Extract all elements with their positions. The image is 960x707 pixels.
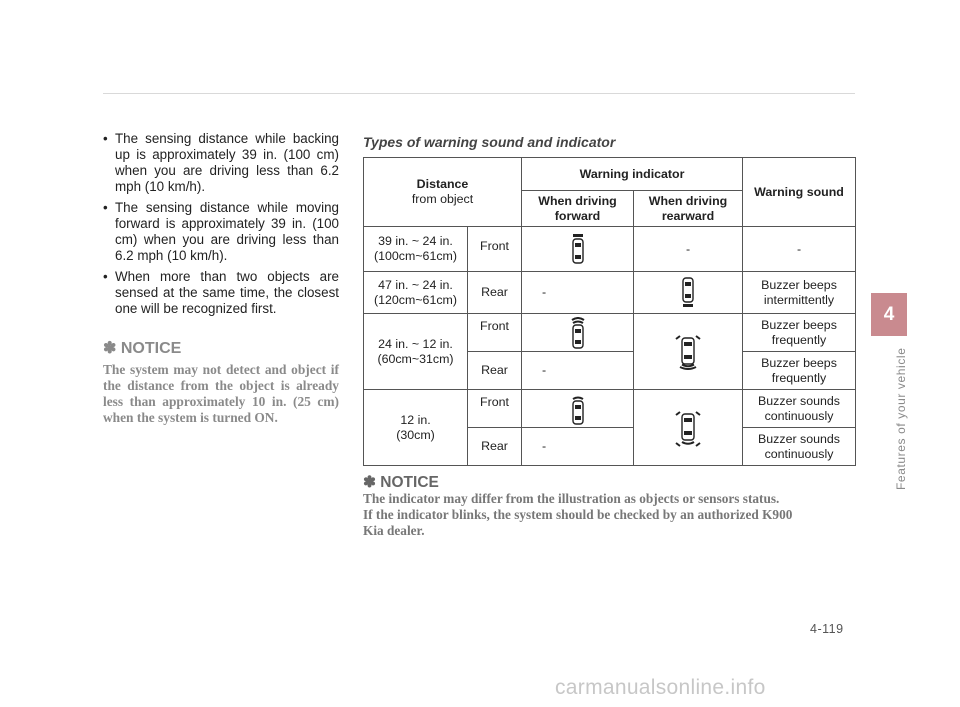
- header-rearward-line: When driving: [648, 193, 728, 208]
- warning-table: [363, 157, 856, 466]
- watermark: carmanualsonline.info: [555, 676, 766, 699]
- top-rule: [103, 93, 855, 94]
- notice-block: [363, 474, 857, 539]
- left-column: [103, 131, 339, 426]
- rearward-indicator-cell: -: [634, 227, 743, 272]
- sound-line: continuously: [764, 408, 834, 423]
- forward-indicator-cell: -: [522, 272, 634, 314]
- distance-line: 24 in. ~ 12 in.: [378, 336, 453, 351]
- distance-line: (60cm~31cm): [377, 351, 454, 366]
- bullet-item: • The sensing distance while backing up is approximately 39 in. (100 cm) when you are driving less than 6.2 mph (10 km/h).: [103, 131, 339, 195]
- header-forward-line: When driving: [538, 193, 617, 208]
- sound-cell: [743, 314, 856, 352]
- section-title: Types of warning sound and indicator: [363, 134, 616, 150]
- distance-line: 12 in.: [400, 412, 431, 427]
- distance-line: 39 in. ~ 24 in.: [378, 234, 453, 248]
- distance-line: (30cm): [396, 427, 435, 442]
- distance-cell: [364, 272, 468, 314]
- distance-line: 47 in. ~ 24 in.: [378, 277, 453, 292]
- table-row: [364, 314, 856, 352]
- rearward-indicator-cell: [634, 272, 743, 314]
- sound-line: Buzzer sounds: [758, 393, 840, 408]
- sound-line: frequently: [771, 332, 827, 347]
- rearward-indicator-cell: [634, 314, 743, 390]
- header-forward: [522, 191, 634, 227]
- bullet-item: • When more than two objects are sensed at the same time, the closest one will be recognized first.: [103, 269, 339, 317]
- distance-cell: [364, 314, 468, 390]
- notice-heading: ✽ NOTICE: [103, 340, 182, 357]
- distance-cell: [364, 390, 468, 466]
- bullet-item: • The sensing distance while moving forward is approximately 39 in. (100 cm) when you are driving less than 6.2 mph (10 km/h).: [103, 200, 339, 264]
- car-rear-sensor-icon: [680, 277, 696, 309]
- direction-cell: Rear: [468, 272, 522, 314]
- header-rearward-line: rearward: [661, 208, 715, 223]
- chapter-title-text: Features of your vehicle: [894, 347, 908, 490]
- direction-cell: Front: [468, 390, 522, 428]
- direction-cell: Rear: [468, 428, 522, 466]
- header-distance-line: Distance: [416, 177, 469, 191]
- sound-cell: [743, 390, 856, 428]
- sound-cell: [743, 352, 856, 390]
- car-front-sensor-icon: [568, 317, 588, 349]
- page-number: 4-119: [810, 622, 844, 636]
- sound-line: frequently: [771, 370, 827, 385]
- direction-cell: Rear: [468, 352, 522, 390]
- sound-cell: -: [743, 227, 856, 272]
- chapter-tab: 4: [871, 293, 907, 336]
- car-front-sensor-icon: [570, 233, 586, 265]
- distance-line: (120cm~61cm): [374, 292, 457, 307]
- header-distance-line: from object: [411, 192, 474, 206]
- forward-indicator-cell: [522, 390, 634, 428]
- forward-indicator-cell: -: [522, 352, 634, 390]
- car-corner-sensor-icon: [673, 409, 703, 447]
- table-row: [364, 390, 856, 428]
- header-indicator: Warning indicator: [522, 158, 743, 191]
- bullet-list: [103, 131, 339, 317]
- sound-line: Buzzer sounds: [758, 431, 840, 446]
- distance-line: (100cm~61cm): [374, 249, 457, 263]
- chapter-title: [870, 340, 906, 500]
- direction-cell: Front: [468, 227, 522, 272]
- forward-indicator-cell: [522, 227, 634, 272]
- forward-indicator-cell: [522, 314, 634, 352]
- table-row: [364, 272, 856, 314]
- notice-heading: ✽ NOTICE: [363, 474, 439, 491]
- sound-cell: [743, 272, 856, 314]
- notice-line: If the indicator blinks, the system should be checked by an authorized K900: [363, 507, 793, 522]
- notice-line: Kia dealer.: [363, 523, 425, 538]
- table-row: [364, 227, 856, 272]
- header-forward-line: forward: [554, 208, 601, 223]
- direction-cell: Front: [468, 314, 522, 352]
- sound-cell: [743, 428, 856, 466]
- header-sound: Warning sound: [743, 158, 856, 227]
- sound-line: intermittently: [763, 292, 835, 307]
- notice-text: The system may not detect and object if the distance from the object is already less than approximately 10 in. (25 cm) when the system is turned ON.: [103, 362, 339, 425]
- header-distance: [364, 158, 522, 227]
- car-front-sensor-icon: [568, 393, 588, 425]
- forward-indicator-cell: -: [522, 428, 634, 466]
- sound-line: Buzzer beeps: [761, 317, 837, 332]
- sound-line: Buzzer beeps: [761, 277, 837, 292]
- car-corner-sensor-icon: [673, 333, 703, 371]
- rearward-indicator-cell: [634, 390, 743, 466]
- header-rearward: [634, 191, 743, 227]
- sound-line: Buzzer beeps: [761, 355, 837, 370]
- notice-line: The indicator may differ from the illustration as objects or sensors status.: [363, 491, 780, 506]
- sound-line: continuously: [764, 446, 834, 461]
- distance-cell: [364, 227, 468, 272]
